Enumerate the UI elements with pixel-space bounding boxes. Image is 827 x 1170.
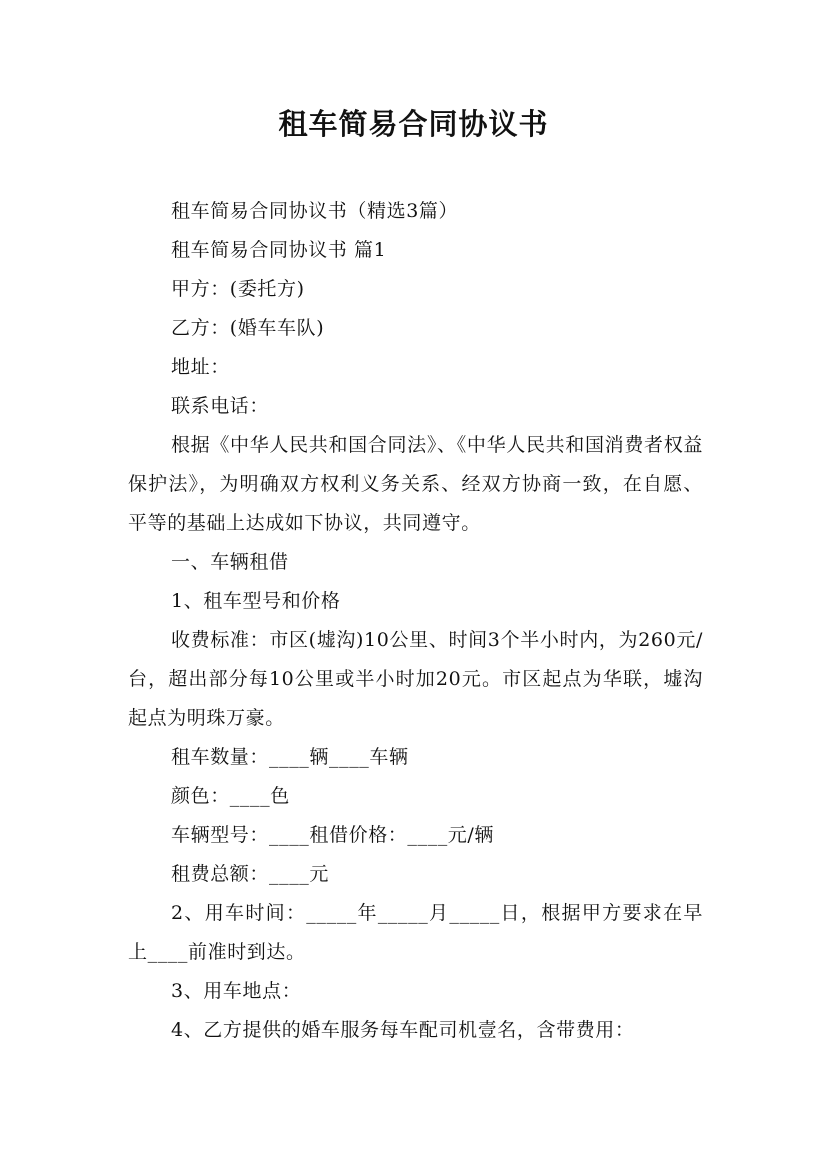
- paragraph-party-a: 甲方：(委托方): [171, 278, 305, 300]
- paragraph-usage-location: 3、用车地点：: [171, 980, 302, 1002]
- paragraph-rental-quantity: 租车数量：____辆____车辆: [171, 746, 409, 768]
- paragraph-phone: 联系电话：: [171, 395, 270, 417]
- paragraph-driver-service: 4、乙方提供的婚车服务每车配司机壹名，含带费用：: [171, 1019, 635, 1041]
- paragraph-model-rental-price: 车辆型号：____租借价格：____元/辆: [171, 824, 495, 846]
- paragraph-party-b: 乙方：(婚车车队): [171, 317, 325, 339]
- paragraph-color: 颜色：____色: [171, 785, 290, 807]
- paragraph-model-price: 1、租车型号和价格: [171, 590, 341, 612]
- paragraph-section-heading: 租车简易合同协议书 篇1: [171, 239, 387, 261]
- paragraph-subtitle: 租车简易合同协议书（精选3篇）: [171, 200, 459, 222]
- paragraph-preamble: 根据《中华人民共和国合同法》、《中华人民共和国消费者权益保护法》，为明确双方权利义务关系、经双方协商一致，在自愿、平等的基础上达成如下协议，共同遵守。: [128, 434, 703, 534]
- document-title: 租车简易合同协议书: [278, 107, 549, 141]
- paragraph-usage-time: 2、用车时间：_____年_____月_____日，根据甲方要求在早上____前准时到达。: [128, 902, 703, 963]
- paragraph-address: 地址：: [171, 356, 230, 378]
- paragraph-vehicle-rental: 一、车辆租借: [171, 551, 289, 573]
- paragraph-fee-standard: 收费标准：市区(墟沟)10公里、时间3个半小时内，为260元/台，超出部分每10公里或半小时加20元。市区起点为华联，墟沟起点为明珠万豪。: [128, 629, 703, 729]
- paragraph-total-fee: 租费总额：____元: [171, 863, 330, 885]
